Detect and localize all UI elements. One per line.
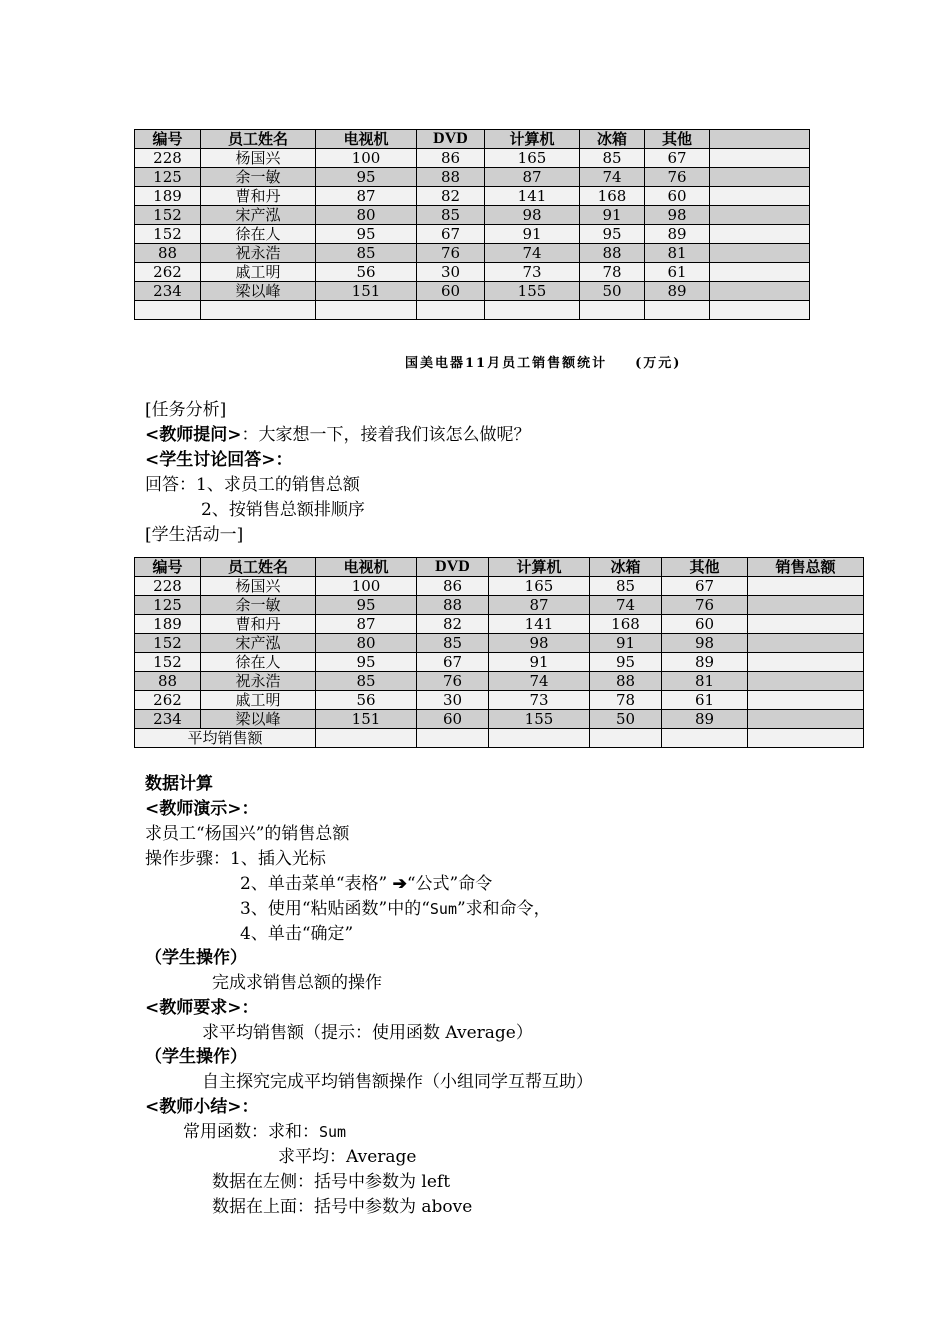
table-cell: 67	[417, 225, 485, 244]
student-op-1: （学生操作）	[145, 948, 247, 968]
table-cell: 91	[489, 653, 590, 672]
table-cell: 74	[580, 168, 645, 187]
sales-table-1	[134, 129, 810, 320]
table-cell: 曹和丹	[201, 187, 316, 206]
table-cell	[135, 301, 201, 320]
table-cell: 168	[580, 187, 645, 206]
table-cell: 85	[590, 577, 662, 596]
table-cell: 98	[645, 206, 710, 225]
table-cell: 戚工明	[201, 263, 316, 282]
table-cell: 141	[489, 615, 590, 634]
table-cell: 余一敏	[201, 596, 316, 615]
student-activity-heading: [学生活动一]	[145, 525, 244, 545]
table-header-cell: DVD	[417, 558, 489, 577]
table-cell: 165	[489, 577, 590, 596]
table-cell: 125	[135, 596, 201, 615]
table-cell: 152	[135, 653, 201, 672]
table-cell: 88	[580, 244, 645, 263]
table-cell: 88	[590, 672, 662, 691]
step-4: 4、单击“确定”	[240, 924, 354, 944]
table-row	[135, 577, 864, 596]
table-cell: 98	[489, 634, 590, 653]
arrow-right-icon: ➔	[392, 874, 407, 894]
table-cell: 168	[590, 615, 662, 634]
table-cell: 杨国兴	[201, 149, 316, 168]
table-cell: 91	[485, 225, 580, 244]
left-param-line: 数据在左侧：括号中参数为 left	[212, 1172, 451, 1192]
average-line: 求平均：Average	[278, 1147, 417, 1167]
sales-table-2	[134, 557, 864, 748]
teacher-question	[145, 424, 531, 446]
table-cell	[710, 187, 810, 206]
teacher-requirement: <教师要求>：	[145, 998, 259, 1018]
table-footer-row	[135, 301, 810, 320]
table-cell: 76	[417, 672, 489, 691]
table-header-cell: 员工姓名	[201, 130, 316, 149]
table-cell: 82	[417, 187, 485, 206]
average-sales-label: 平均销售额	[135, 729, 316, 748]
table-header-cell: DVD	[417, 130, 485, 149]
table-cell: 74	[489, 672, 590, 691]
table-cell	[201, 301, 316, 320]
student-op-1-text: 完成求销售总额的操作	[212, 973, 382, 993]
table-cell	[710, 225, 810, 244]
table-cell: 宋产泓	[201, 634, 316, 653]
table-cell: 88	[417, 596, 489, 615]
table-cell: 152	[135, 206, 201, 225]
table-row	[135, 225, 810, 244]
table-cell: 88	[135, 244, 201, 263]
table-cell: 81	[662, 672, 748, 691]
table-cell: 189	[135, 615, 201, 634]
student-discussion: <学生讨论回答>：	[145, 450, 293, 470]
table-cell	[580, 301, 645, 320]
table-cell: 73	[489, 691, 590, 710]
table-cell: 155	[485, 282, 580, 301]
table-cell: 祝永浩	[201, 672, 316, 691]
table-cell: 74	[590, 596, 662, 615]
table-cell	[590, 729, 662, 748]
table-cell: 87	[316, 615, 417, 634]
table-cell: 95	[316, 653, 417, 672]
table-cell: 151	[316, 282, 417, 301]
table-header-cell: 其他	[662, 558, 748, 577]
table-cell: 余一敏	[201, 168, 316, 187]
step-3	[240, 898, 551, 920]
table-cell: 262	[135, 691, 201, 710]
table-cell	[316, 301, 417, 320]
table-cell	[748, 577, 864, 596]
table-cell	[417, 729, 489, 748]
step-3-text-a: 3、使用“粘贴函数”中的“	[240, 899, 430, 919]
table-cell	[710, 263, 810, 282]
table-row	[135, 691, 864, 710]
step-2-text-a: 2、单击菜单“表格”	[240, 874, 388, 894]
table-cell: 95	[580, 225, 645, 244]
table-cell: 76	[662, 596, 748, 615]
table-cell: 徐在人	[201, 653, 316, 672]
table-cell: 76	[645, 168, 710, 187]
table-header-cell: 计算机	[489, 558, 590, 577]
table-cell: 152	[135, 634, 201, 653]
caption-title: 国美电器11月员工销售额统计	[405, 356, 608, 371]
table-cell	[710, 244, 810, 263]
teacher-question-label: <教师提问>	[145, 425, 242, 445]
table-row	[135, 149, 810, 168]
table-row	[135, 596, 864, 615]
teacher-demo: <教师演示>：	[145, 799, 259, 819]
table-cell: 78	[590, 691, 662, 710]
table-cell: 165	[485, 149, 580, 168]
table-cell	[748, 691, 864, 710]
table-cell: 234	[135, 282, 201, 301]
table-header-cell: 冰箱	[590, 558, 662, 577]
table-cell	[710, 206, 810, 225]
table-cell: 262	[135, 263, 201, 282]
table-row	[135, 710, 864, 729]
above-param-line: 数据在上面：括号中参数为 above	[212, 1197, 473, 1217]
table-cell: 91	[580, 206, 645, 225]
table-cell: 73	[485, 263, 580, 282]
table-header-cell: 电视机	[316, 130, 417, 149]
table-cell: 85	[316, 672, 417, 691]
table-cell: 祝永浩	[201, 244, 316, 263]
table-cell: 81	[645, 244, 710, 263]
table-cell	[710, 282, 810, 301]
answer-2: 2、按销售总额排顺序	[201, 500, 365, 520]
common-functions	[183, 1121, 346, 1143]
table-header-cell: 其他	[645, 130, 710, 149]
table-cell: 徐在人	[201, 225, 316, 244]
table-row	[135, 282, 810, 301]
table-row	[135, 672, 864, 691]
common-functions-sum: Sum	[319, 1123, 347, 1141]
table-cell: 234	[135, 710, 201, 729]
table-cell: 61	[662, 691, 748, 710]
data-calc-heading: 数据计算	[145, 774, 213, 794]
table-cell: 曹和丹	[201, 615, 316, 634]
table-cell: 89	[645, 225, 710, 244]
student-op-2-text: 自主探究完成平均销售额操作（小组同学互帮互助）	[202, 1072, 593, 1092]
table-header-cell: 员工姓名	[201, 558, 316, 577]
table-cell: 梁以峰	[201, 710, 316, 729]
table-header-cell: 编号	[135, 130, 201, 149]
teacher-summary: <教师小结>：	[145, 1097, 259, 1117]
table-cell: 85	[417, 634, 489, 653]
table-cell: 梁以峰	[201, 282, 316, 301]
table-cell: 82	[417, 615, 489, 634]
table-header-cell: 销售总额	[748, 558, 864, 577]
table-cell: 95	[316, 596, 417, 615]
table-cell: 87	[316, 187, 417, 206]
table-cell: 60	[417, 710, 489, 729]
table-cell: 85	[316, 244, 417, 263]
task-analysis-heading: [任务分析]	[145, 400, 227, 420]
table-cell	[748, 596, 864, 615]
table-cell: 67	[662, 577, 748, 596]
student-op-2: （学生操作）	[145, 1047, 247, 1067]
table-row	[135, 615, 864, 634]
table-cell: 76	[417, 244, 485, 263]
table-cell: 155	[489, 710, 590, 729]
table-cell: 80	[316, 206, 417, 225]
answer-1: 回答：1、求员工的销售总额	[145, 475, 360, 495]
table-cell: 228	[135, 577, 201, 596]
table-cell: 67	[417, 653, 489, 672]
table-row	[135, 168, 810, 187]
table-cell: 30	[417, 263, 485, 282]
table-cell: 152	[135, 225, 201, 244]
teacher-requirement-text: 求平均销售额（提示：使用函数 Average）	[202, 1023, 533, 1043]
table-caption	[405, 352, 681, 371]
table-cell	[645, 301, 710, 320]
table-cell: 89	[662, 710, 748, 729]
table-row	[135, 187, 810, 206]
table-cell	[316, 729, 417, 748]
table-cell: 86	[417, 577, 489, 596]
common-functions-text: 常用函数：求和：	[183, 1122, 319, 1142]
table-cell: 杨国兴	[201, 577, 316, 596]
table-cell: 60	[645, 187, 710, 206]
table-cell: 141	[485, 187, 580, 206]
table-cell	[662, 729, 748, 748]
table-cell: 89	[645, 282, 710, 301]
table-header-cell: 电视机	[316, 558, 417, 577]
caption-unit: (万元)	[635, 356, 682, 371]
table-cell: 125	[135, 168, 201, 187]
table-header-row	[135, 130, 810, 149]
table-cell: 228	[135, 149, 201, 168]
teacher-question-text: ：大家想一下，接着我们该怎么做呢？	[241, 425, 531, 445]
table-cell: 100	[316, 577, 417, 596]
table-cell: 87	[489, 596, 590, 615]
table-row	[135, 263, 810, 282]
table-cell: 151	[316, 710, 417, 729]
table-cell	[748, 634, 864, 653]
table-cell: 189	[135, 187, 201, 206]
table-cell: 88	[135, 672, 201, 691]
table-cell	[710, 149, 810, 168]
table-cell: 98	[485, 206, 580, 225]
step-3-text-b: ”求和命令，	[456, 899, 551, 919]
table-cell	[748, 615, 864, 634]
table-row	[135, 206, 810, 225]
table-cell: 50	[590, 710, 662, 729]
table-cell	[748, 672, 864, 691]
table-cell: 67	[645, 149, 710, 168]
table-cell: 86	[417, 149, 485, 168]
table-cell: 98	[662, 634, 748, 653]
step-2	[240, 873, 492, 895]
table-row	[135, 653, 864, 672]
table-cell	[748, 729, 864, 748]
table-cell: 50	[580, 282, 645, 301]
table-cell: 74	[485, 244, 580, 263]
table-header-cell	[710, 130, 810, 149]
table-cell: 95	[316, 168, 417, 187]
table-cell: 89	[662, 653, 748, 672]
table-footer-row	[135, 729, 864, 748]
table-header-cell: 计算机	[485, 130, 580, 149]
step-3-function: Sum	[429, 900, 457, 918]
table-cell	[748, 710, 864, 729]
table-row	[135, 244, 810, 263]
table-cell	[710, 301, 810, 320]
table-cell: 61	[645, 263, 710, 282]
table-cell: 56	[316, 691, 417, 710]
table-cell: 91	[590, 634, 662, 653]
table-cell	[485, 301, 580, 320]
table-cell	[417, 301, 485, 320]
table-header-cell: 冰箱	[580, 130, 645, 149]
table-cell: 78	[580, 263, 645, 282]
table-cell: 80	[316, 634, 417, 653]
table-cell: 30	[417, 691, 489, 710]
table-cell: 56	[316, 263, 417, 282]
table-cell: 60	[417, 282, 485, 301]
table-cell: 87	[485, 168, 580, 187]
table-cell: 85	[417, 206, 485, 225]
table-cell: 88	[417, 168, 485, 187]
table-header-cell: 编号	[135, 558, 201, 577]
table-cell	[710, 168, 810, 187]
table-cell: 宋产泓	[201, 206, 316, 225]
table-row	[135, 634, 864, 653]
step-2-text-b: “公式”命令	[406, 874, 493, 894]
demo-goal: 求员工“杨国兴”的销售总额	[145, 824, 350, 844]
table-cell	[489, 729, 590, 748]
table-cell: 60	[662, 615, 748, 634]
table-cell: 100	[316, 149, 417, 168]
table-cell: 95	[590, 653, 662, 672]
table-header-row	[135, 558, 864, 577]
step-1: 操作步骤：1、插入光标	[145, 849, 326, 869]
table-cell: 95	[316, 225, 417, 244]
table-cell: 戚工明	[201, 691, 316, 710]
table-cell	[748, 653, 864, 672]
table-cell: 85	[580, 149, 645, 168]
